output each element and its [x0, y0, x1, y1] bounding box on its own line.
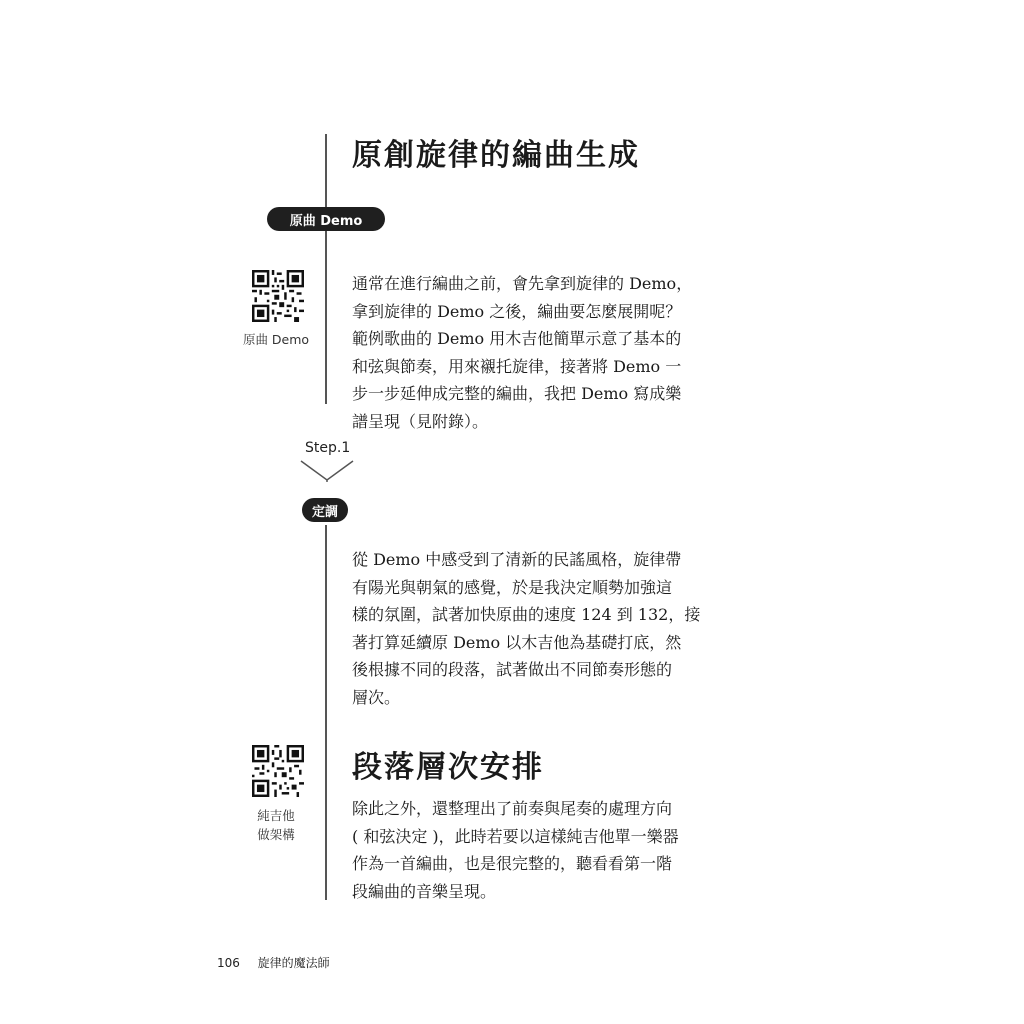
qr-caption-line: 做架構 — [257, 827, 295, 842]
paragraph-line: 樣的氛圍，試著加快原曲的速度 124 到 132，接 — [352, 605, 701, 624]
paragraph-line: 和弦與節奏，用來襯托旋律，接著將 Demo 一 — [352, 356, 682, 376]
paragraph-line: 通常在進行編曲之前，會先拿到旋律的 Demo， — [352, 274, 693, 293]
paragraph-line: 有陽光與朝氣的感覺，於是我決定順勢加強這 — [352, 577, 673, 597]
section-heading-original: 原創旋律的編曲生成 — [352, 138, 640, 173]
paragraph-line: 作為一首編曲，也是很完整的，聽看看第一階 — [352, 854, 673, 873]
paragraph-line: 譜呈現（見附錄）。 — [352, 411, 489, 431]
qr-caption-guitar — [236, 806, 316, 844]
paragraph-line: 步一步延伸成完整的編曲，我把 Demo 寫成樂 — [352, 384, 682, 403]
timeline-line-top — [325, 134, 327, 404]
paragraph-intro — [352, 270, 722, 435]
step-chevron-icon — [300, 460, 354, 482]
paragraph-line: 除此之外，還整理出了前奏與尾奏的處理方向 — [352, 799, 673, 818]
paragraph-line: 後根據不同的段落，試著做出不同節奏形態的 — [352, 660, 673, 679]
paragraph-line: ( 和弦決定 )，此時若要以這樣純吉他單一樂器 — [352, 826, 679, 846]
paragraph-line: 從 Demo 中感受到了清新的民謠風格，旋律帶 — [352, 550, 682, 569]
section-heading-arrangement: 段落層次安排 — [352, 750, 544, 785]
paragraph-line: 層次。 — [352, 687, 401, 707]
page-footer — [217, 954, 330, 971]
paragraph-line: 段編曲的音樂呈現。 — [352, 881, 497, 901]
paragraph-arrangement — [352, 795, 722, 905]
paragraph-key-setting — [352, 546, 722, 711]
qr-caption-line: 純吉他 — [257, 808, 295, 823]
book-title: 旋律的魔法師 — [257, 956, 330, 970]
timeline-line-bottom — [325, 525, 327, 900]
paragraph-line: 著打算延續原 Demo 以木吉他為基礎打底，然 — [352, 632, 682, 652]
qr-code-icon[interactable] — [252, 745, 304, 797]
paragraph-line: 拿到旋律的 Demo 之後，編曲要怎麼展開呢？ — [352, 301, 682, 321]
original-demo-badge: 原曲 Demo — [267, 207, 385, 231]
qr-caption-original: 原曲 Demo — [242, 332, 310, 347]
step-label: Step.1 — [305, 440, 351, 456]
paragraph-line: 範例歌曲的 Demo 用木吉他簡單示意了基本的 — [352, 329, 682, 348]
qr-code-icon[interactable] — [252, 270, 304, 322]
key-setting-badge: 定調 — [302, 498, 348, 522]
page-number: 106 — [217, 956, 240, 970]
